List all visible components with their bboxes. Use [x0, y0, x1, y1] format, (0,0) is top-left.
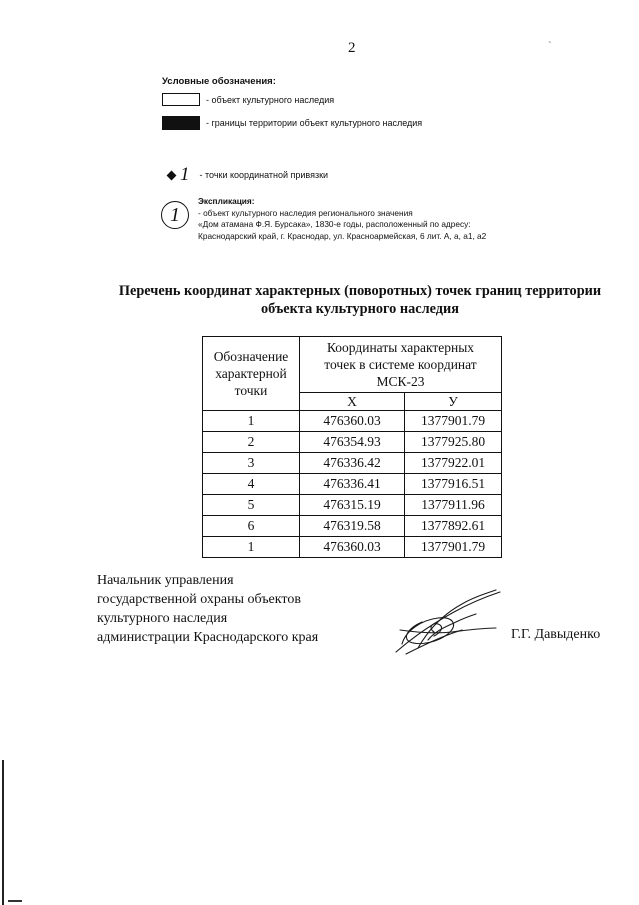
header-line: характерной — [215, 366, 287, 381]
table-row — [203, 495, 502, 516]
x-cell: 476354.93 — [300, 432, 405, 453]
table-row — [203, 453, 502, 474]
explication-line: Краснодарский край, г. Краснодар, ул. Красноармейская, 6 лит. А, а, а1, а2 — [198, 230, 487, 241]
explication-block — [198, 196, 486, 242]
header-line: точек в системе координат — [324, 357, 477, 372]
point-cell: 2 — [203, 432, 300, 453]
legend-item-label: - объект культурного наследия — [206, 94, 335, 105]
x-cell: 476336.42 — [300, 453, 405, 474]
x-cell: 476336.41 — [300, 474, 405, 495]
position-line: культурного наследия — [97, 611, 228, 626]
y-cell: 1377925.80 — [405, 432, 502, 453]
table-row — [203, 537, 502, 558]
x-cell: 476360.03 — [300, 537, 405, 558]
y-cell: 1377901.79 — [405, 537, 502, 558]
explication-number-circle: 1 — [161, 201, 189, 229]
point-cell: 3 — [203, 453, 300, 474]
explication-title: Экспликация: — [198, 196, 255, 206]
heading-line: объекта культурного наследия — [261, 301, 459, 317]
position-line: государственной охраны объектов — [97, 592, 301, 607]
y-cell: 1377911.96 — [405, 495, 502, 516]
diamond-icon — [167, 170, 177, 180]
bottom-mark — [8, 900, 22, 902]
x-cell: 476319.58 — [300, 516, 405, 537]
margin-line — [2, 760, 4, 905]
explication-line: - объект культурного наследия регионального значения — [198, 207, 413, 218]
point-cell: 5 — [203, 495, 300, 516]
table-row — [203, 411, 502, 432]
legend-item-label: - точки координатной привязки — [199, 170, 329, 180]
filled-rectangle-icon — [162, 116, 200, 130]
explication-line: «Дом атамана Ф.Я. Бурсака», 1830-е годы, расположенный по адресу: — [198, 219, 471, 229]
signatory-position — [97, 571, 318, 647]
y-column-header: У — [405, 393, 502, 411]
x-cell: 476360.03 — [300, 411, 405, 432]
point-symbol-number: 1 — [180, 164, 190, 185]
header-line: Координаты характерных — [326, 340, 475, 355]
y-cell: 1377916.51 — [405, 474, 502, 495]
header-line: Обозначение — [213, 349, 289, 364]
coordinates-table — [202, 336, 502, 558]
table-row — [203, 432, 502, 453]
page-number: 2 — [348, 40, 356, 56]
header-line: точки — [234, 383, 268, 398]
x-cell: 476315.19 — [300, 495, 405, 516]
signer-name: Г.Г. Давыденко — [511, 627, 601, 642]
table-row — [203, 516, 502, 537]
handwritten-signature — [392, 586, 504, 658]
position-line: Начальник управления — [97, 573, 234, 588]
point-cell: 6 — [203, 516, 300, 537]
x-column-header: Х — [300, 393, 405, 411]
legend-item-territory-boundary — [162, 116, 422, 130]
legend-item-reference-points — [162, 164, 328, 186]
point-cell: 1 — [203, 411, 300, 432]
y-cell: 1377922.01 — [405, 453, 502, 474]
diamond-point-icon — [168, 164, 190, 186]
legend-item-label: - границы территории объект культурного наследия — [206, 118, 423, 128]
point-cell: 4 — [203, 474, 300, 495]
stray-mark: ` — [548, 40, 552, 52]
document-heading — [60, 282, 639, 318]
coordinates-column-header — [300, 337, 502, 393]
table-row — [203, 474, 502, 495]
heading-line: Перечень координат характерных (поворотных) точек границ территории — [118, 283, 602, 299]
legend-item-heritage-object — [162, 93, 334, 106]
position-line: администрации Краснодарского края — [97, 630, 319, 645]
point-cell: 1 — [203, 537, 300, 558]
header-line: МСК-23 — [376, 374, 425, 389]
outline-rectangle-icon — [162, 93, 200, 106]
y-cell: 1377901.79 — [405, 411, 502, 432]
designation-column-header — [203, 337, 300, 411]
legend-title: Условные обозначения: — [162, 76, 276, 87]
y-cell: 1377892.61 — [405, 516, 502, 537]
